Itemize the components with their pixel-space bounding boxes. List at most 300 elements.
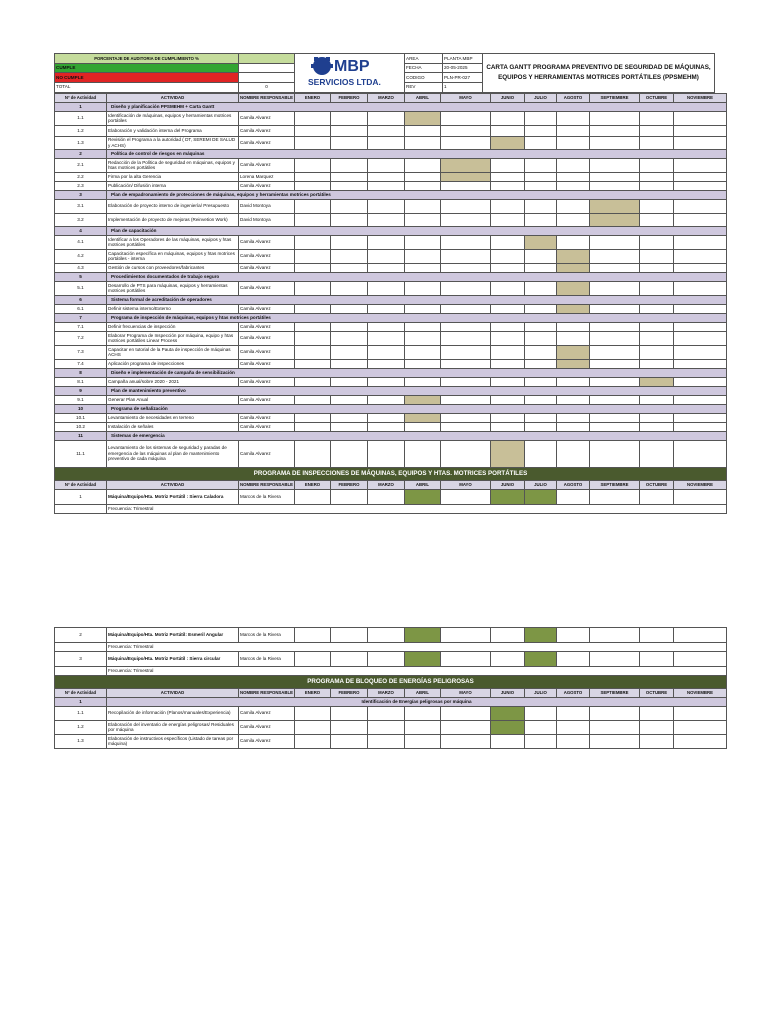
activity-number: 7.1 — [55, 322, 107, 331]
gantt-cell — [331, 331, 368, 345]
section-number: 9 — [55, 386, 107, 395]
gantt-cell — [590, 651, 640, 666]
activity-number: 1.1 — [55, 706, 107, 720]
gantt-cell — [640, 281, 674, 295]
gantt-cell — [590, 395, 640, 404]
gantt-bar — [405, 489, 441, 504]
col-responsible-header: NOMBRE RESPONSABLE — [239, 93, 295, 102]
gantt-bar — [557, 304, 590, 313]
gantt-cell — [295, 331, 331, 345]
section-row — [55, 431, 727, 440]
month-header: AGOSTO — [557, 93, 590, 102]
gantt-cell — [368, 263, 405, 272]
gantt-cell — [368, 158, 405, 172]
kpi-title: PORCENTAJE DE AUDITORIA DE CUMPLIMIENTO % — [55, 54, 239, 64]
activity-responsible: Camila Alvarez — [239, 734, 295, 748]
gantt-cell — [590, 136, 640, 149]
svg-text:SERVICIOS LTDA.: SERVICIOS LTDA. — [307, 77, 381, 87]
activity-number: 9.1 — [55, 395, 107, 404]
gantt-cell — [491, 172, 525, 181]
gantt-cell — [405, 304, 441, 313]
gantt-cell — [405, 249, 441, 263]
col-activity-header: ACTIVIDAD — [107, 480, 239, 489]
gantt-cell — [405, 125, 441, 136]
activity-number: 2 — [55, 627, 107, 642]
activity-row — [55, 304, 727, 313]
gantt-cell — [295, 181, 331, 190]
gantt-cell — [368, 422, 405, 431]
gantt-cell — [441, 377, 491, 386]
gantt-cell — [295, 263, 331, 272]
gantt-cell — [368, 249, 405, 263]
gantt-cell — [557, 136, 590, 149]
gantt-cell — [368, 734, 405, 748]
gantt-cell — [295, 359, 331, 368]
activity-responsible: Camila Alvarez — [239, 322, 295, 331]
month-header: MAYO — [441, 480, 491, 489]
col-num-header: Nº de Actividad — [55, 688, 107, 697]
gantt-cell — [295, 281, 331, 295]
gantt-bar — [557, 249, 590, 263]
gantt-cell — [525, 281, 557, 295]
gantt-cell — [674, 413, 727, 422]
activity-number: 5.1 — [55, 281, 107, 295]
activity-text: Aplicación programa de inspecciones — [107, 359, 239, 368]
activity-row — [55, 281, 727, 295]
month-header: MAYO — [441, 688, 491, 697]
gantt-cell — [441, 281, 491, 295]
gantt-cell — [674, 322, 727, 331]
gantt-cell — [590, 281, 640, 295]
activity-row — [55, 181, 727, 190]
gantt-cell — [368, 213, 405, 226]
section-title: Plan de mantenimiento preventivo — [107, 386, 727, 395]
gantt-bar — [525, 489, 557, 504]
gantt-cell — [590, 720, 640, 734]
activity-responsible: Camila Alvarez — [239, 125, 295, 136]
activity-responsible: Camila Alvarez — [239, 304, 295, 313]
gantt-cell — [640, 395, 674, 404]
gantt-cell — [590, 359, 640, 368]
gantt-cell — [491, 734, 525, 748]
gantt-bar — [557, 345, 590, 359]
gantt-cell — [525, 304, 557, 313]
gantt-cell — [525, 706, 557, 720]
gantt-cell — [368, 125, 405, 136]
gantt-cell — [331, 489, 368, 504]
program2-banner — [55, 467, 727, 480]
gantt-cell — [295, 235, 331, 249]
activity-row — [55, 235, 727, 249]
gantt-cell — [368, 395, 405, 404]
activity-responsible: Camila Alvarez — [239, 181, 295, 190]
gantt-cell — [525, 249, 557, 263]
activity-number: 11.1 — [55, 440, 107, 467]
month-header: SEPTIEMBRE — [590, 93, 640, 102]
month-header: FEBRERO — [331, 93, 368, 102]
section-number: 11 — [55, 431, 107, 440]
gantt-cell — [590, 706, 640, 720]
gantt-cell — [525, 111, 557, 125]
gantt-cell — [640, 734, 674, 748]
no-cumple-label: NO CUMPLE — [55, 73, 239, 83]
section-row — [55, 190, 727, 199]
month-header: AGOSTO — [557, 688, 590, 697]
gantt-cell — [405, 734, 441, 748]
gantt-cell — [491, 213, 525, 226]
section-row — [55, 102, 727, 111]
gantt-cell — [331, 249, 368, 263]
gantt-cell — [331, 263, 368, 272]
activity-responsible: Marcos de la Rivera — [239, 651, 295, 666]
gantt-cell — [331, 304, 368, 313]
gantt-cell — [557, 377, 590, 386]
activity-number: 7.4 — [55, 359, 107, 368]
gantt-cell — [491, 181, 525, 190]
gantt-cell — [295, 158, 331, 172]
gantt-cell — [525, 422, 557, 431]
gantt-cell — [295, 136, 331, 149]
gantt-cell — [557, 440, 590, 467]
section-number: 1 — [55, 102, 107, 111]
month-header: OCTUBRE — [640, 93, 674, 102]
page-gap — [55, 513, 727, 627]
gantt-cell — [441, 136, 491, 149]
gantt-cell — [491, 125, 525, 136]
gantt-bar — [525, 627, 557, 642]
activity-responsible: David Montoya — [239, 213, 295, 226]
gantt-cell — [405, 359, 441, 368]
gantt-cell — [674, 377, 727, 386]
activity-number: 4.1 — [55, 235, 107, 249]
activity-row — [55, 395, 727, 404]
company-logo — [295, 54, 405, 93]
section-number: 3 — [55, 190, 107, 199]
gantt-cell — [405, 322, 441, 331]
month-header: ABRIL — [405, 93, 441, 102]
gantt-cell — [557, 158, 590, 172]
activity-number: 6.1 — [55, 304, 107, 313]
gantt-cell — [640, 213, 674, 226]
gantt-cell — [525, 136, 557, 149]
gantt-cell — [295, 489, 331, 504]
gantt-cell — [331, 651, 368, 666]
month-header: NOVIEMBRE — [674, 480, 727, 489]
gantt-cell — [557, 395, 590, 404]
gantt-cell — [331, 281, 368, 295]
activity-text: Instalación de señales — [107, 422, 239, 431]
col-activity-header: ACTIVIDAD — [107, 93, 239, 102]
month-header: FEBRERO — [331, 688, 368, 697]
section-number: 7 — [55, 313, 107, 322]
gantt-cell — [295, 706, 331, 720]
month-header: ENERO — [295, 93, 331, 102]
activity-text: Firma por la alta Gerencia — [107, 172, 239, 181]
gantt-cell — [441, 331, 491, 345]
gantt-cell — [368, 489, 405, 504]
month-header: OCTUBRE — [640, 688, 674, 697]
gantt-cell — [331, 136, 368, 149]
gantt-cell — [525, 263, 557, 272]
month-header: NOVIEMBRE — [674, 688, 727, 697]
gantt-cell — [674, 627, 727, 642]
gantt-cell — [674, 345, 727, 359]
activity-text: Definir sistema interno/Externo — [107, 304, 239, 313]
activity-text: Campaña anual/sobre 2020 - 2021 — [107, 377, 239, 386]
month-header: JUNIO — [491, 688, 525, 697]
gantt-cell — [590, 235, 640, 249]
gantt-cell — [491, 413, 525, 422]
gantt-cell — [368, 136, 405, 149]
gantt-cell — [640, 263, 674, 272]
gantt-cell — [640, 125, 674, 136]
section-number: 8 — [55, 368, 107, 377]
activity-text: Elaboración de instructivos específicos (Listado de tareas por máquina) — [107, 734, 239, 748]
gantt-cell — [491, 111, 525, 125]
activity-row — [55, 263, 727, 272]
gantt-cell — [441, 489, 491, 504]
month-header: MARZO — [368, 480, 405, 489]
gantt-cell — [674, 331, 727, 345]
col-num-header: Nº de Actividad — [55, 480, 107, 489]
activity-row — [55, 489, 727, 504]
activity-text: Definir frecuencias de inspección — [107, 322, 239, 331]
gantt-cell — [441, 125, 491, 136]
gantt-cell — [405, 331, 441, 345]
gantt-cell — [331, 111, 368, 125]
section-row — [55, 697, 727, 706]
activity-number: 3.2 — [55, 213, 107, 226]
gantt-cell — [368, 111, 405, 125]
col-activity-header: ACTIVIDAD — [107, 688, 239, 697]
gantt-cell — [441, 235, 491, 249]
month-header: JULIO — [525, 688, 557, 697]
activity-text: Elaboración y validación interna del Programa — [107, 125, 239, 136]
gantt-cell — [405, 136, 441, 149]
gantt-cell — [331, 125, 368, 136]
gantt-cell — [590, 181, 640, 190]
frequency-row — [55, 666, 727, 675]
gantt-cell — [491, 627, 525, 642]
section-row — [55, 226, 727, 235]
gantt-cell — [331, 395, 368, 404]
gantt-cell — [331, 413, 368, 422]
gantt-cell — [590, 125, 640, 136]
gantt-cell — [590, 331, 640, 345]
activity-text: Máquina/Equipo/Hta. Motriz Portátil: Esmeril Angular — [107, 627, 239, 642]
gantt-cell — [590, 734, 640, 748]
gantt-cell — [441, 249, 491, 263]
gantt-cell — [640, 111, 674, 125]
gantt-cell — [525, 345, 557, 359]
gantt-cell — [525, 413, 557, 422]
activity-text: Revisión el Programa a la autoridad ( DT, SEREMI DE SALUD y ACHS) — [107, 136, 239, 149]
gantt-cell — [640, 322, 674, 331]
gantt-cell — [674, 734, 727, 748]
activity-row — [55, 440, 727, 467]
gantt-cell — [491, 249, 525, 263]
gantt-cell — [441, 111, 491, 125]
gantt-cell — [441, 181, 491, 190]
gantt-cell — [640, 627, 674, 642]
gantt-cell — [441, 263, 491, 272]
gantt-cell — [674, 158, 727, 172]
gantt-cell — [590, 322, 640, 331]
gantt-cell — [590, 422, 640, 431]
gantt-cell — [640, 181, 674, 190]
gantt-cell — [368, 359, 405, 368]
gantt-cell — [640, 706, 674, 720]
gantt-cell — [295, 213, 331, 226]
gantt-cell — [491, 331, 525, 345]
gantt-cell — [640, 720, 674, 734]
gantt-cell — [368, 651, 405, 666]
gantt-cell — [491, 395, 525, 404]
activity-row — [55, 377, 727, 386]
total-label: TOTAL — [55, 82, 239, 92]
gantt-cell — [640, 651, 674, 666]
gantt-cell — [331, 213, 368, 226]
gantt-cell — [295, 395, 331, 404]
gantt-cell — [557, 489, 590, 504]
gantt-cell — [441, 651, 491, 666]
gantt-cell — [640, 199, 674, 213]
activity-number: 7.2 — [55, 331, 107, 345]
gantt-cell — [674, 172, 727, 181]
gantt-cell — [557, 322, 590, 331]
gantt-cell — [405, 706, 441, 720]
gantt-cell — [295, 304, 331, 313]
gantt-cell — [640, 304, 674, 313]
activity-number: 1.3 — [55, 734, 107, 748]
program2-header — [55, 480, 727, 489]
svg-text:MBP: MBP — [333, 58, 370, 75]
section-title: Programa de inspección de máquinas, equipos y htas motrices portátiles — [107, 313, 727, 322]
col-num-header: Nº de Actividad — [55, 93, 107, 102]
gantt-cell — [491, 422, 525, 431]
gantt-cell — [368, 413, 405, 422]
gantt-cell — [368, 377, 405, 386]
gantt-cell — [368, 199, 405, 213]
gantt-cell — [295, 651, 331, 666]
activity-text: Elaboración de proyecto interno de ingeniería/ Presupuesto — [107, 199, 239, 213]
month-header: ABRIL — [405, 480, 441, 489]
gantt-cell — [491, 281, 525, 295]
gantt-cell — [368, 172, 405, 181]
gantt-cell — [557, 706, 590, 720]
gantt-cell — [295, 199, 331, 213]
activity-number: 1.1 — [55, 111, 107, 125]
gantt-cell — [405, 158, 441, 172]
month-header: SEPTIEMBRE — [590, 688, 640, 697]
gantt-cell — [491, 235, 525, 249]
activity-responsible: Camila Alvarez — [239, 249, 295, 263]
gantt-cell — [557, 181, 590, 190]
gantt-cell — [441, 422, 491, 431]
gantt-cell — [674, 181, 727, 190]
gantt-cell — [405, 199, 441, 213]
program3-banner — [55, 675, 727, 688]
activity-number: 3.1 — [55, 199, 107, 213]
gantt-cell — [674, 199, 727, 213]
gantt-cell — [441, 413, 491, 422]
month-header: NOVIEMBRE — [674, 93, 727, 102]
gantt-cell — [590, 413, 640, 422]
gantt-cell — [441, 440, 491, 467]
gantt-cell — [405, 235, 441, 249]
gantt-cell — [590, 158, 640, 172]
activity-text: Máquina/Equipo/Hta. Motriz Portátil : Sierra circular — [107, 651, 239, 666]
gantt-cell — [441, 720, 491, 734]
gantt-cell — [441, 304, 491, 313]
gantt-cell — [590, 172, 640, 181]
activity-responsible: Camila Alvarez — [239, 136, 295, 149]
section-row — [55, 386, 727, 395]
gantt-cell — [405, 345, 441, 359]
activity-row — [55, 111, 727, 125]
gantt-cell — [331, 720, 368, 734]
gantt-bar — [491, 136, 525, 149]
gantt-cell — [441, 734, 491, 748]
gantt-cell — [295, 249, 331, 263]
gantt-cell — [405, 440, 441, 467]
activity-row — [55, 249, 727, 263]
gantt-cell — [331, 627, 368, 642]
gantt-bar — [590, 199, 640, 213]
gantt-cell — [557, 720, 590, 734]
section-title: Diseño y planificación PPSMEHM + Carta Gantt — [107, 102, 727, 111]
section-number: 10 — [55, 404, 107, 413]
gantt-bar — [557, 281, 590, 295]
gantt-bar — [557, 359, 590, 368]
gantt-bar — [491, 720, 525, 734]
activity-responsible: Camila Alvarez — [239, 158, 295, 172]
gantt-cell — [491, 263, 525, 272]
gantt-bar — [405, 651, 441, 666]
activity-text: Desarrollo de PTS para máquinas, equipos y herramientas motrices portátiles — [107, 281, 239, 295]
gantt-cell — [331, 734, 368, 748]
gantt-cell — [368, 440, 405, 467]
gantt-cell — [674, 235, 727, 249]
gantt-cell — [525, 213, 557, 226]
gantt-cell — [674, 651, 727, 666]
gantt-cell — [295, 125, 331, 136]
gantt-cell — [674, 249, 727, 263]
activity-row — [55, 345, 727, 359]
gantt-cell — [405, 720, 441, 734]
gantt-cell — [331, 172, 368, 181]
gantt-bar — [590, 213, 640, 226]
gantt-cell — [295, 111, 331, 125]
gantt-cell — [368, 304, 405, 313]
gantt-cell — [590, 249, 640, 263]
activity-row — [55, 213, 727, 226]
gantt-cell — [674, 706, 727, 720]
program-title: PROGRAMA DE INSPECCIONES DE MÁQUINAS, EQUIPOS Y HTAS. MOTRICES PORTÁTILES — [55, 467, 727, 480]
activity-text: Generar Plan Anual — [107, 395, 239, 404]
gantt-cell — [491, 322, 525, 331]
month-header: MARZO — [368, 688, 405, 697]
activity-number: 10.1 — [55, 413, 107, 422]
section-title: Plan de empadronamiento de protecciones de máquinas, equipos y herramientas motrices portátiles — [107, 190, 727, 199]
gantt-cell — [441, 359, 491, 368]
gantt-cell — [331, 359, 368, 368]
month-header: MARZO — [368, 93, 405, 102]
gantt-cell — [640, 422, 674, 431]
activity-number: 1.3 — [55, 136, 107, 149]
gantt-cell — [295, 413, 331, 422]
frequency-label: Frecuencia: Trimestral — [107, 642, 727, 651]
